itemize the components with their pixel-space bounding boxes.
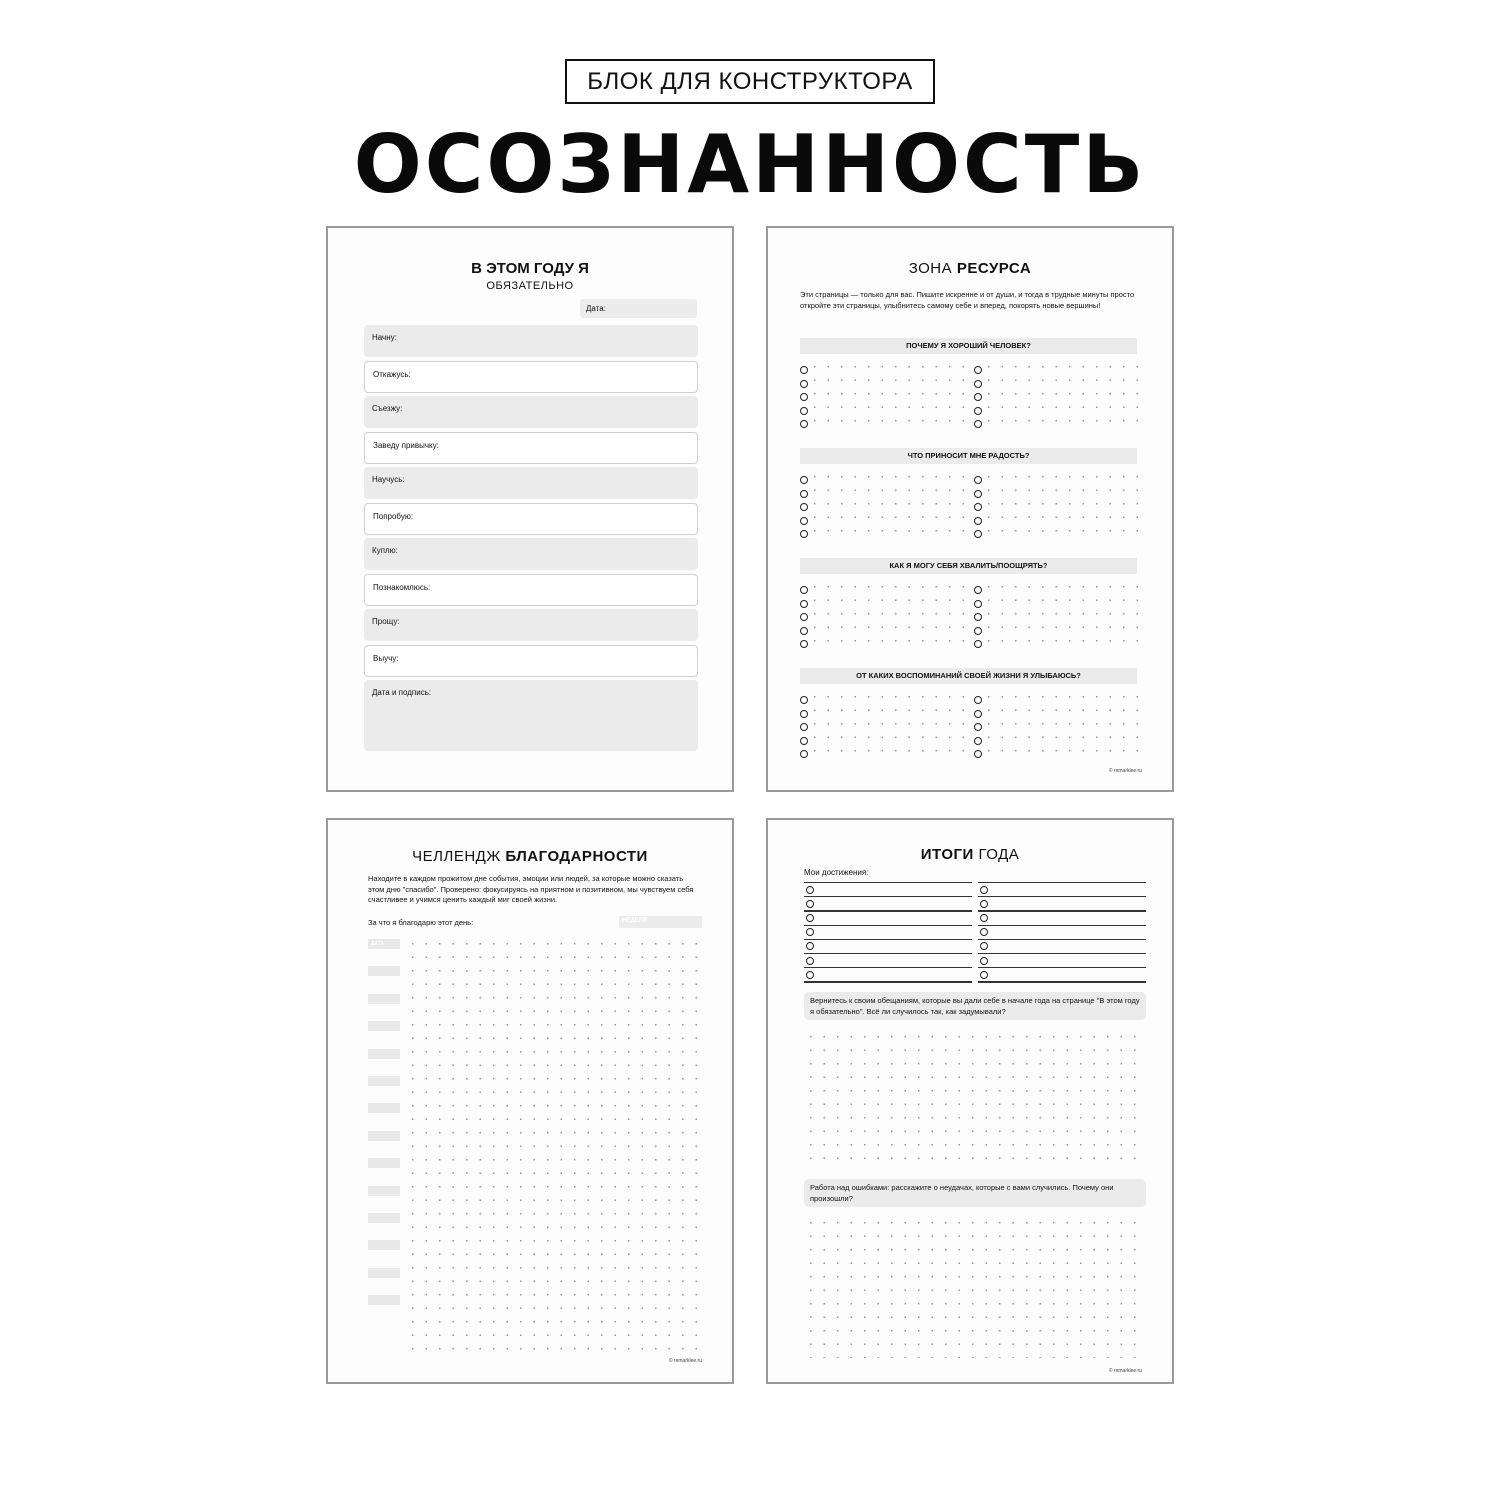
day-date-box[interactable] [368, 1103, 400, 1113]
achievement-line[interactable] [978, 896, 1146, 897]
achievement-line[interactable] [978, 925, 1146, 926]
checkbox-circle[interactable] [980, 942, 988, 950]
question-bar: ЧТО ПРИНОСИТ МНЕ РАДОСТЬ? [800, 448, 1137, 464]
title-bold: ИТОГИ [920, 846, 974, 863]
title-light: ЗОНА [908, 260, 957, 277]
checkbox-circle[interactable] [800, 490, 808, 498]
achievement-line[interactable] [978, 882, 1146, 883]
achievement-line[interactable] [804, 882, 972, 883]
checkbox-circle[interactable] [974, 503, 982, 511]
checkbox-circle[interactable] [800, 407, 808, 415]
dot-grid-promises[interactable] [804, 1030, 1146, 1170]
date-field[interactable]: Дата: [580, 299, 697, 318]
dot-grid-right[interactable] [982, 580, 1144, 648]
form-field[interactable]: Заведу привычку: [364, 432, 698, 464]
dot-grid-right[interactable] [982, 470, 1144, 538]
dot-grid-left[interactable] [808, 690, 970, 758]
checkbox-circle[interactable] [974, 613, 982, 621]
checkbox-circle[interactable] [800, 503, 808, 511]
footer-credit: © remarklee.ru [1108, 768, 1142, 774]
achievement-line[interactable] [978, 981, 1146, 982]
achievement-line[interactable] [804, 910, 972, 911]
footer-credit: © remarklee.ru [1108, 1368, 1142, 1374]
day-date-box[interactable] [368, 966, 400, 976]
checkbox-circle[interactable] [806, 886, 814, 894]
day-date-box[interactable] [368, 1268, 400, 1278]
checkbox-circle[interactable] [974, 640, 982, 648]
checkbox-circle[interactable] [974, 380, 982, 388]
achievement-line[interactable] [804, 967, 972, 968]
form-field[interactable]: Съезжу: [364, 396, 698, 428]
page-this-year [326, 226, 734, 792]
intro-text: Находите в каждом прожитом дне события, эмоции или людей, за которые можно сказать этом дню "спасибо". Проверено: фокусируясь на приятном и позитивном, мы чувствуем себя счастливее и учимся ценить каждый миг своей жизни. [368, 874, 694, 904]
checkbox-circle[interactable] [800, 600, 808, 608]
checkbox-circle[interactable] [974, 393, 982, 401]
dot-grid[interactable] [406, 937, 704, 1355]
checkbox-circle[interactable] [806, 957, 814, 965]
checkbox-circle[interactable] [974, 517, 982, 525]
checkbox-circle[interactable] [980, 900, 988, 908]
checkbox-circle[interactable] [800, 380, 808, 388]
checkbox-circle[interactable] [800, 517, 808, 525]
checkbox-circle[interactable] [974, 600, 982, 608]
achievement-line[interactable] [978, 939, 1146, 940]
checkbox-circle[interactable] [800, 393, 808, 401]
checkbox-circle[interactable] [800, 723, 808, 731]
gratitude-label: За что я благодарю этот день: [368, 918, 474, 927]
checkbox-circle[interactable] [974, 696, 982, 704]
form-field[interactable]: Откажусь: [364, 361, 698, 393]
checkbox-circle[interactable] [800, 366, 808, 374]
dot-grid-right[interactable] [982, 360, 1144, 428]
checkbox-circle[interactable] [974, 420, 982, 428]
checkbox-circle[interactable] [806, 900, 814, 908]
section-tag: БЛОК ДЛЯ КОНСТРУКТОРА [565, 59, 935, 104]
day-date-box[interactable] [368, 1131, 400, 1141]
checkbox-circle[interactable] [806, 971, 814, 979]
checkbox-circle[interactable] [974, 476, 982, 484]
page-gratitude-challenge [326, 818, 734, 1384]
form-field[interactable]: Куплю: [364, 538, 698, 570]
day-date-box[interactable] [368, 1186, 400, 1196]
question-bar: КАК Я МОГУ СЕБЯ ХВАЛИТЬ/ПООЩРЯТЬ? [800, 558, 1137, 574]
day-date-box[interactable] [368, 1076, 400, 1086]
checkbox-circle[interactable] [974, 366, 982, 374]
form-field[interactable]: Начну: [364, 325, 698, 357]
checkbox-circle[interactable] [974, 530, 982, 538]
checkbox-circle[interactable] [974, 490, 982, 498]
form-field[interactable]: Прощу: [364, 609, 698, 641]
page-resource-zone [766, 226, 1174, 792]
title-bold: РЕСУРСА [956, 260, 1032, 277]
achievement-line[interactable] [978, 953, 1146, 954]
title-light: ЧЕЛЛЕНДЖ [412, 848, 506, 865]
day-date-box[interactable] [368, 1240, 400, 1250]
checkbox-circle[interactable] [800, 696, 808, 704]
page-subtitle: ОБЯЗАТЕЛЬНО [486, 280, 574, 292]
checkbox-circle[interactable] [800, 476, 808, 484]
checkbox-circle[interactable] [800, 627, 808, 635]
checkbox-circle[interactable] [800, 640, 808, 648]
achievement-line[interactable] [978, 967, 1146, 968]
title-light: ГОДА [973, 846, 1020, 863]
achievement-line[interactable] [804, 925, 972, 926]
dot-grid-right[interactable] [982, 690, 1144, 758]
checkbox-circle[interactable] [800, 586, 808, 594]
main-title: ОСОЗНАННОСТЬ [353, 118, 1147, 211]
page-title [768, 846, 1172, 863]
dot-grid-mistakes[interactable] [804, 1216, 1146, 1358]
day-date-box[interactable] [368, 994, 400, 1004]
achievement-line[interactable] [978, 910, 1146, 911]
checkbox-circle[interactable] [974, 627, 982, 635]
achievement-line[interactable] [804, 953, 972, 954]
checkbox-circle[interactable] [974, 737, 982, 745]
checkbox-circle[interactable] [800, 750, 808, 758]
achievements-label: Мои достижения: [804, 868, 869, 877]
dot-grid-left[interactable] [808, 580, 970, 648]
week-field[interactable]: НЕДЕЛЯ [619, 916, 702, 928]
checkbox-circle[interactable] [980, 971, 988, 979]
checkbox-circle[interactable] [800, 530, 808, 538]
checkbox-circle[interactable] [980, 928, 988, 936]
form-field[interactable]: Выучу: [364, 645, 698, 677]
dot-grid-left[interactable] [808, 470, 970, 538]
checkbox-circle[interactable] [974, 407, 982, 415]
checkbox-circle[interactable] [974, 586, 982, 594]
checkbox-circle[interactable] [974, 750, 982, 758]
checkbox-circle[interactable] [800, 710, 808, 718]
form-field[interactable]: Попробую: [364, 503, 698, 535]
checkbox-circle[interactable] [974, 710, 982, 718]
page-title [768, 260, 1172, 277]
page-title: В ЭТОМ ГОДУ Я [471, 260, 589, 277]
page-year-results [766, 818, 1174, 1384]
achievement-line[interactable] [804, 939, 972, 940]
checkbox-circle[interactable] [800, 613, 808, 621]
day-date-box[interactable] [368, 1049, 400, 1059]
dot-grid-left[interactable] [808, 360, 970, 428]
title-bold: БЛАГОДАРНОСТИ [505, 848, 648, 865]
checkbox-circle[interactable] [800, 420, 808, 428]
form-field[interactable]: Познакомлюсь: [364, 574, 698, 606]
checkbox-circle[interactable] [806, 942, 814, 950]
page-title [328, 848, 732, 865]
day-date-box[interactable] [368, 1021, 400, 1031]
checkbox-circle[interactable] [800, 737, 808, 745]
checkbox-circle[interactable] [980, 886, 988, 894]
question-bar: ОТ КАКИХ ВОСПОМИНАНИЙ СВОЕЙ ЖИЗНИ Я УЛЫБАЮСЬ? [800, 668, 1137, 684]
achievement-line[interactable] [804, 981, 972, 982]
day-date-box[interactable] [368, 1213, 400, 1223]
prompt-mistakes: Работа над ошибками: расскажите о неудачах, которые с вами случились. Почему они произошли? [804, 1179, 1146, 1207]
form-field[interactable]: Научусь: [364, 467, 698, 499]
achievement-line[interactable] [804, 896, 972, 897]
checkbox-circle[interactable] [806, 928, 814, 936]
form-field[interactable]: Дата и подпись: [364, 680, 698, 751]
question-bar: ПОЧЕМУ Я ХОРОШИЙ ЧЕЛОВЕК? [800, 338, 1137, 354]
checkbox-circle[interactable] [980, 914, 988, 922]
day-date-box[interactable]: ДАТА [368, 939, 400, 949]
day-date-box[interactable] [368, 1295, 400, 1305]
prompt-promises: Вернитесь к своим обещаниям, которые вы дали себе в начале года на странице "В этом году я обязательно". Всё ли случилось так, как задумывали? [804, 992, 1146, 1020]
footer-credit: © remarklee.ru [668, 1358, 702, 1364]
intro-text: Эти страницы — только для вас. Пишите искренне и от души, и тогда в трудные минуты просто откройте эти страницы, улыбнитесь самому себе и вперед, покорять новые вершины! [800, 290, 1135, 310]
checkbox-circle[interactable] [980, 957, 988, 965]
day-date-box[interactable] [368, 1158, 400, 1168]
checkbox-circle[interactable] [806, 914, 814, 922]
checkbox-circle[interactable] [974, 723, 982, 731]
